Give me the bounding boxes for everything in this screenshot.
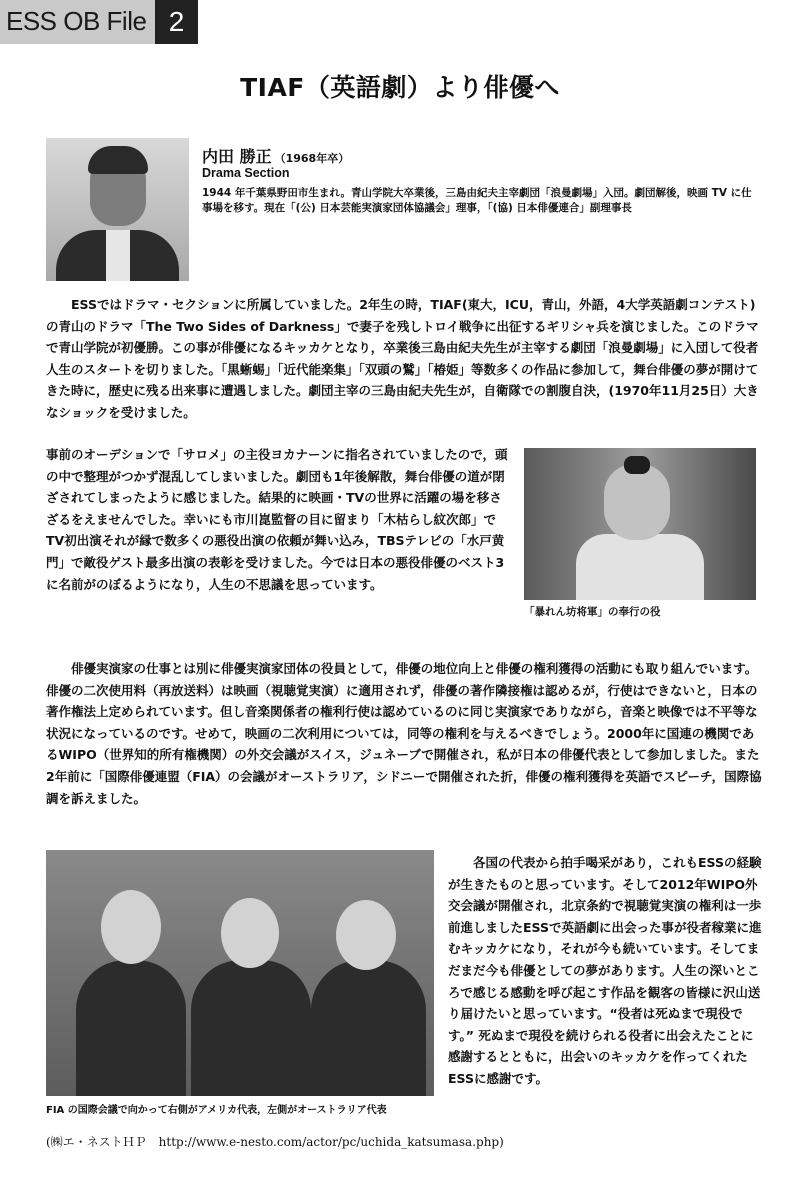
profile-year: （1968年卒）	[274, 152, 350, 165]
file-header-label: ESS OB File	[6, 6, 147, 36]
body-paragraph-1: ESSではドラマ・セクションに所属していました。2年生の時，TIAF(東大，ICU，青山，外語，4大学英語劇コンテスト)の青山のドラマ「The Two Sides of Darkness」で妻子を残しトロイ戦争に出征するギリシャ兵を演じました。このドラマで青山学院が初優勝。この事が俳優になるキッカケとなり，卒業後三島由紀夫先生が主宰する劇団「浪曼劇場」に入団して役者人生のスタートを切りました。「黒蜥蜴」「近代能楽集」「双頭の鷲」「椿姫」等数多くの作品に参加して，舞台俳優の夢が開けてきた時に，歴史に残る出来事に遭遇しました。劇団主宰の三島由紀夫先生が，自衛隊での割腹自決，(1970年11月25日）大きなショックを受けました。	[46, 297, 759, 420]
body-paragraph-2: 事前のオーデションで「サロメ」の主役ヨカナーンに指名されていましたので，頭の中で整理がつかず混乱してしまいました。劇団も1年後解散，舞台俳優の道が閉ざされてしまったように感じました。結果的に映画・TVの世界に活躍の場を移さざるをえませんでした。幸いにも市川崑監督の目に留まり「木枯らし紋次郎」でTV初出演それが縁で数多くの悪役出演の依頼が舞い込み，TBSテレビの「水戸黄門」で敵役ゲスト最多出演の表彰を受けました。今では日本の悪役俳優のベスト3に名前がのぼるようになり，人生の不思議を思っています。	[46, 447, 508, 592]
body-paragraph-3: 俳優実演家の仕事とは別に俳優実演家団体の役員として，俳優の地位向上と俳優の権利獲得の活動にも取り組んでいます。俳優の二次使用料（再放送料）は映画（視聴覚実演）に適用されず，俳優の著作隣接権は認めるが，行使はできないと，日本の著作権法上定められています。但し音楽関係者の権利行使は認めているのに同じ実演家でありながら，音楽と映像では不平等な状況になっているのです。せめて，映画の二次利用については，同等の権利を与えるべきでしょう。2000年に国連の機関であるWIPO（世界知的所有権機関）の外交会議がスイス，ジュネーブで開催され，私が日本の俳優代表として参加しました。また2年前に「国際俳優連盟（FIA）の会議がオーストラリア，シドニーで開催された折，俳優の権利獲得を英語でスピーチ，国際協調を訴えました。	[46, 661, 762, 806]
portrait-photo	[46, 138, 189, 281]
file-header	[0, 0, 198, 44]
profile-bio: 1944 年千葉県野田市生まれ。青山学院大卒業後，三島由紀夫主宰劇団「浪曼劇場」入団。劇団解後，映画 TV に仕事場を移す。現在「(公) 日本芸能実演家団体協議会」理事，「(協) 日本俳優連合」副理事長	[202, 187, 752, 214]
profile-section: Drama Section	[202, 166, 290, 180]
file-header-number: 2	[155, 0, 198, 44]
profile-name	[202, 144, 349, 167]
footer-url: (㈱エ・ネストＨＰ http://www.e-nesto.com/actor/pc/uchida_katsumasa.php)	[46, 1135, 504, 1149]
drama-role-photo	[524, 448, 756, 600]
fia-group-photo	[46, 850, 434, 1096]
body-paragraph-4: 各国の代表から拍手喝采があり，これもESSの経験が生きたものと思っています。そして2012年WIPO外交会議が開催され，北京条約で視聴覚実演の権利は一歩前進しましたESSで英語劇に出会った事が役者稼業に進むキッカケになり，それが今も続いています。そしてまだまだ今も俳優としての夢があります。人生の深いところで感じる感動を呼び起こす作品を観客の皆様に沢山送り届けたいと思っています。“役者は死ぬまで現役です。” 死ぬまで現役を続けられる役者に出会えたことに感謝するとともに，出会いのキッカケを作ってくれたESSに感謝です。	[448, 855, 762, 1086]
group-photo-caption: FIA の国際会議で向かって右側がアメリカ代表，左側がオーストラリア代表	[46, 1105, 387, 1116]
drama-photo-caption: 「暴れん坊将軍」の奉行の役	[524, 606, 661, 618]
page-title: TIAF（英語劇）より俳優へ	[240, 73, 560, 102]
profile-name-text: 内田 勝正	[202, 147, 272, 166]
